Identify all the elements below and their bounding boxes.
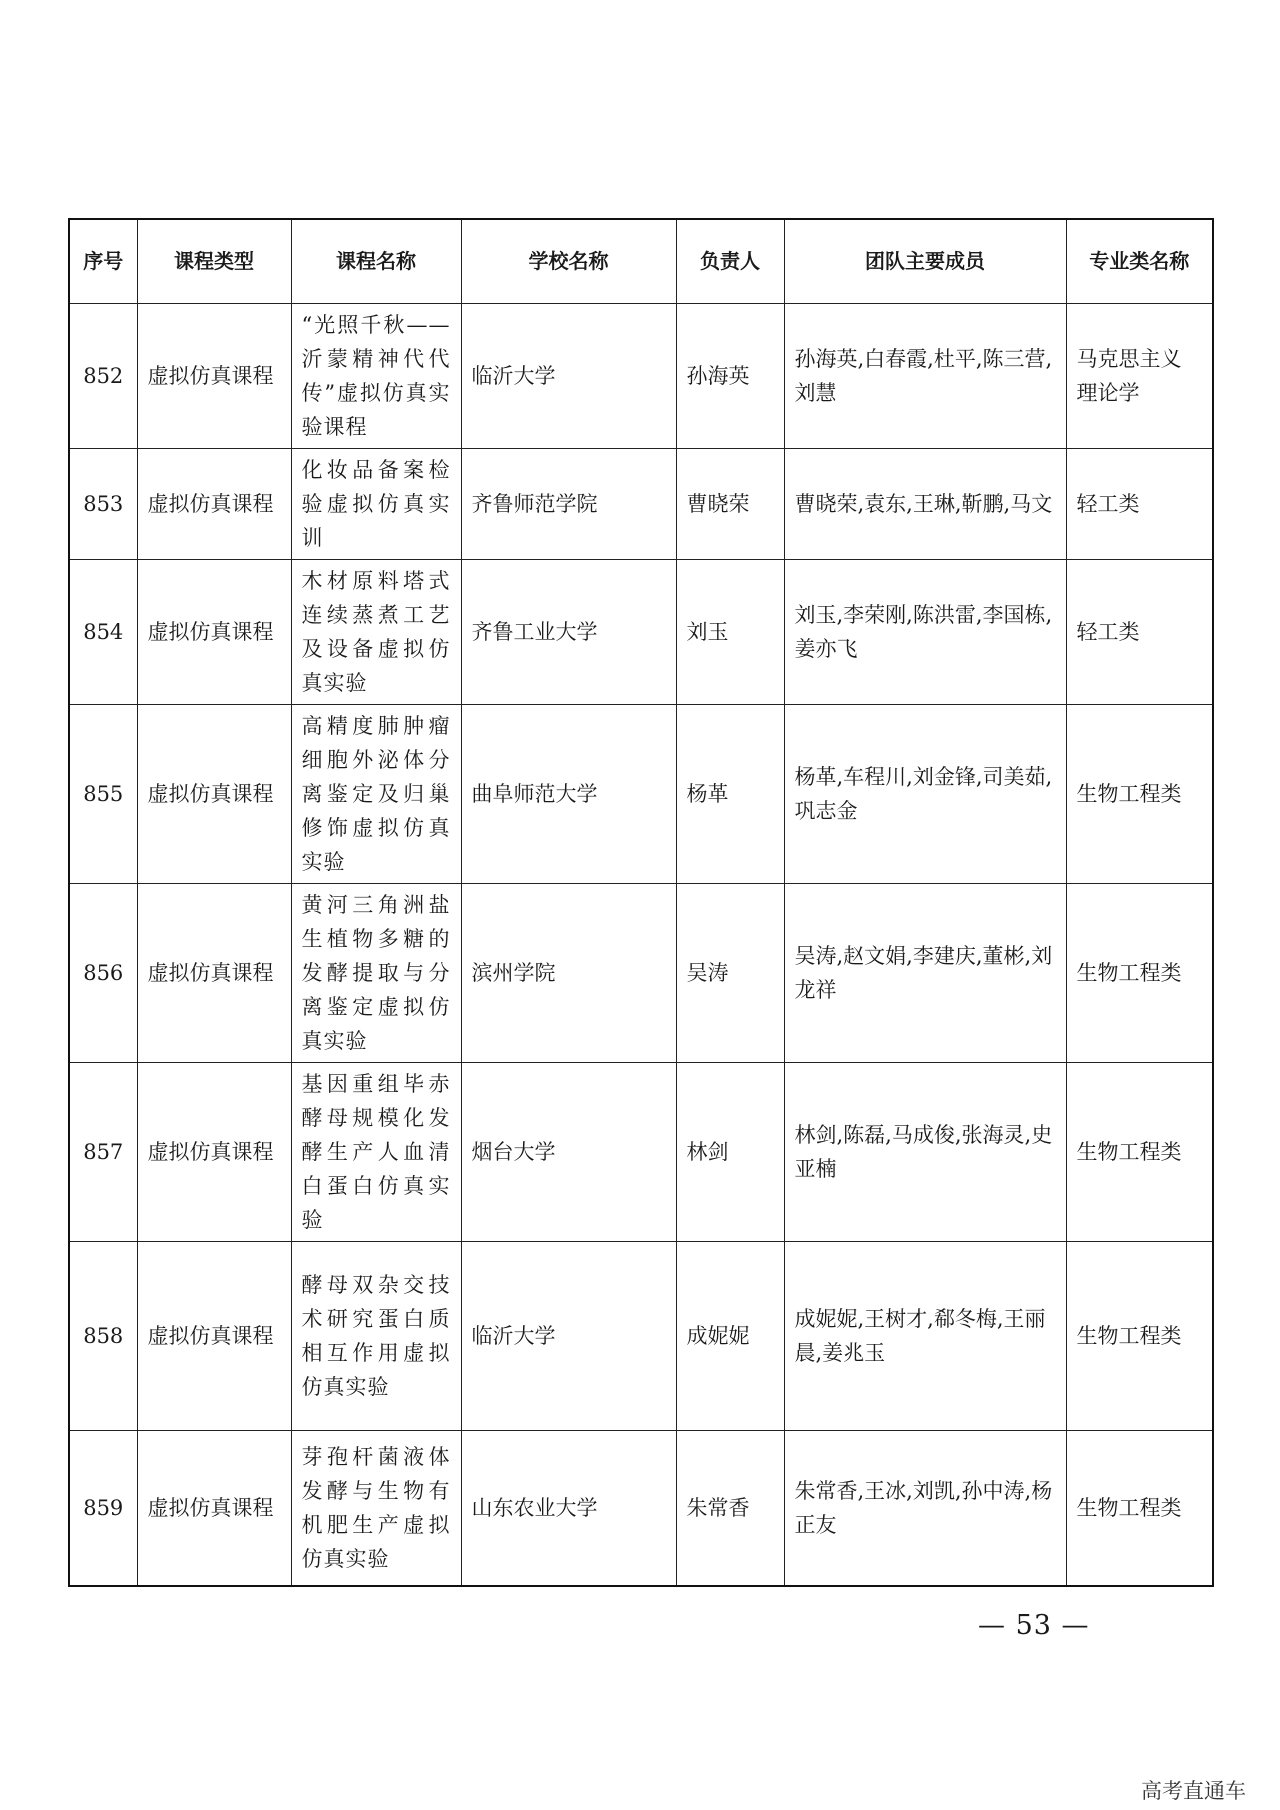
- cell-index: 852: [69, 303, 137, 448]
- header-course-name: 课程名称: [291, 219, 461, 303]
- cell-school-name: 曲阜师范大学: [461, 704, 676, 883]
- cell-leader: 曹晓荣: [676, 448, 784, 559]
- cell-team-members: 林剑,陈磊,马成俊,张海灵,史亚楠: [784, 1062, 1066, 1241]
- cell-major-category: 生物工程类: [1066, 1241, 1213, 1430]
- cell-team-members: 刘玉,李荣刚,陈洪雷,李国栋,姜亦飞: [784, 559, 1066, 704]
- cell-index: 854: [69, 559, 137, 704]
- cell-course-type: 虚拟仿真课程: [137, 303, 291, 448]
- watermark: 高考直通车: [1141, 1779, 1246, 1803]
- cell-course-type: 虚拟仿真课程: [137, 1241, 291, 1430]
- cell-leader: 刘玉: [676, 559, 784, 704]
- table-row: [69, 1062, 1213, 1241]
- cell-index: 855: [69, 704, 137, 883]
- header-school-name: 学校名称: [461, 219, 676, 303]
- header-course-type: 课程类型: [137, 219, 291, 303]
- header-major-category: 专业类名称: [1066, 219, 1213, 303]
- cell-major-category: 轻工类: [1066, 559, 1213, 704]
- cell-leader: 杨革: [676, 704, 784, 883]
- table-header-row: [69, 219, 1213, 303]
- header-team-members: 团队主要成员: [784, 219, 1066, 303]
- cell-school-name: 烟台大学: [461, 1062, 676, 1241]
- cell-leader: 孙海英: [676, 303, 784, 448]
- cell-course-name: 高精度肺肿瘤细胞外泌体分离鉴定及归巢修饰虚拟仿真实验: [291, 704, 461, 883]
- cell-school-name: 临沂大学: [461, 303, 676, 448]
- cell-index: 853: [69, 448, 137, 559]
- table-row: [69, 1241, 1213, 1430]
- cell-team-members: 孙海英,白春霞,杜平,陈三营,刘慧: [784, 303, 1066, 448]
- cell-course-name: “光照千秋——沂蒙精神代代传”虚拟仿真实验课程: [291, 303, 461, 448]
- table-body: [69, 303, 1213, 1586]
- cell-team-members: 朱常香,王冰,刘凯,孙中涛,杨正友: [784, 1430, 1066, 1586]
- cell-index: 858: [69, 1241, 137, 1430]
- cell-major-category: 马克思主义理论学: [1066, 303, 1213, 448]
- cell-course-name: 酵母双杂交技术研究蛋白质相互作用虚拟仿真实验: [291, 1241, 461, 1430]
- cell-index: 857: [69, 1062, 137, 1241]
- table-row: [69, 303, 1213, 448]
- course-table: [68, 218, 1214, 1587]
- cell-leader: 朱常香: [676, 1430, 784, 1586]
- cell-course-type: 虚拟仿真课程: [137, 1430, 291, 1586]
- cell-index: 859: [69, 1430, 137, 1586]
- table-row: [69, 704, 1213, 883]
- cell-major-category: 生物工程类: [1066, 1062, 1213, 1241]
- cell-major-category: 生物工程类: [1066, 883, 1213, 1062]
- cell-course-type: 虚拟仿真课程: [137, 1062, 291, 1241]
- cell-team-members: 吴涛,赵文娟,李建庆,董彬,刘龙祥: [784, 883, 1066, 1062]
- table-row: [69, 448, 1213, 559]
- cell-school-name: 山东农业大学: [461, 1430, 676, 1586]
- header-leader: 负责人: [676, 219, 784, 303]
- cell-course-name: 化妆品备案检验虚拟仿真实训: [291, 448, 461, 559]
- cell-course-type: 虚拟仿真课程: [137, 883, 291, 1062]
- cell-index: 856: [69, 883, 137, 1062]
- table-row: [69, 1430, 1213, 1586]
- cell-course-type: 虚拟仿真课程: [137, 704, 291, 883]
- cell-team-members: 成妮妮,王树才,郗冬梅,王丽晨,姜兆玉: [784, 1241, 1066, 1430]
- cell-leader: 林剑: [676, 1062, 784, 1241]
- cell-course-name: 木材原料塔式连续蒸煮工艺及设备虚拟仿真实验: [291, 559, 461, 704]
- page-number: — 53 —: [978, 1610, 1090, 1641]
- cell-course-name: 芽孢杆菌液体发酵与生物有机肥生产虚拟仿真实验: [291, 1430, 461, 1586]
- cell-leader: 成妮妮: [676, 1241, 784, 1430]
- cell-team-members: 杨革,车程川,刘金锋,司美茹,巩志金: [784, 704, 1066, 883]
- cell-course-type: 虚拟仿真课程: [137, 559, 291, 704]
- cell-school-name: 临沂大学: [461, 1241, 676, 1430]
- cell-major-category: 轻工类: [1066, 448, 1213, 559]
- table-row: [69, 883, 1213, 1062]
- cell-school-name: 齐鲁工业大学: [461, 559, 676, 704]
- cell-course-name: 黄河三角洲盐生植物多糖的发酵提取与分离鉴定虚拟仿真实验: [291, 883, 461, 1062]
- cell-school-name: 滨州学院: [461, 883, 676, 1062]
- header-index: 序号: [69, 219, 137, 303]
- table-row: [69, 559, 1213, 704]
- cell-major-category: 生物工程类: [1066, 704, 1213, 883]
- cell-team-members: 曹晓荣,袁东,王琳,靳鹏,马文: [784, 448, 1066, 559]
- cell-course-type: 虚拟仿真课程: [137, 448, 291, 559]
- cell-course-name: 基因重组毕赤酵母规模化发酵生产人血清白蛋白仿真实验: [291, 1062, 461, 1241]
- cell-leader: 吴涛: [676, 883, 784, 1062]
- cell-school-name: 齐鲁师范学院: [461, 448, 676, 559]
- cell-major-category: 生物工程类: [1066, 1430, 1213, 1586]
